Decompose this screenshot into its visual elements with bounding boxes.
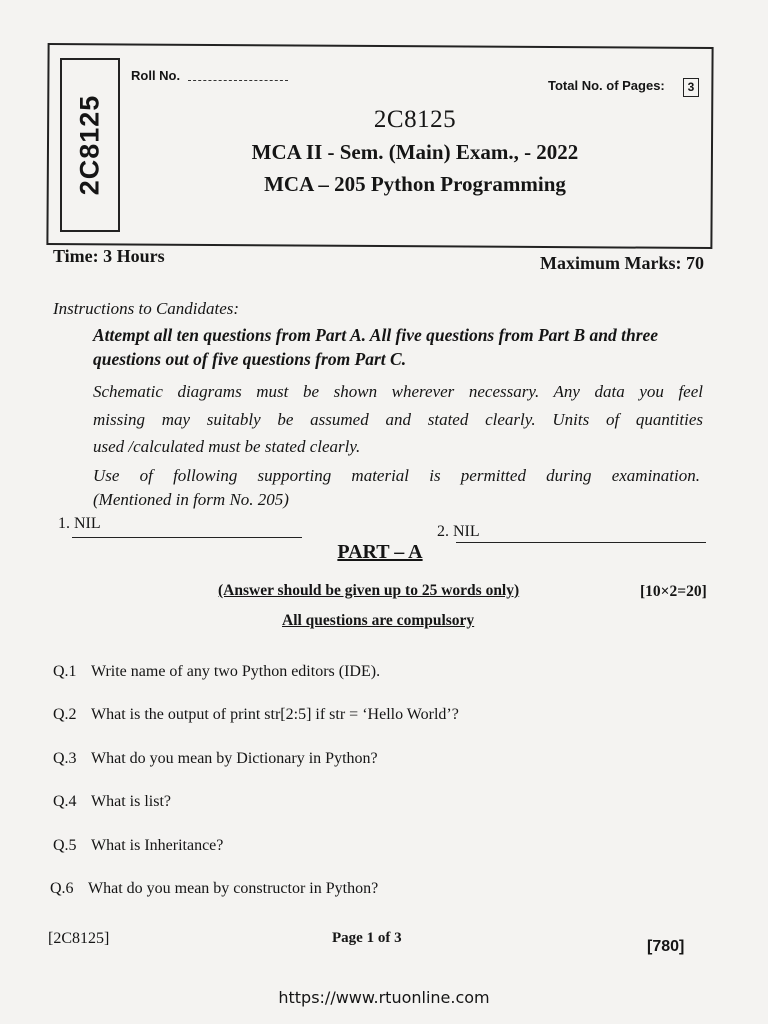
instructions-title: Instructions to Candidates: xyxy=(53,299,240,318)
material-number: 1. xyxy=(58,515,70,532)
subject-title: MCA – 205 Python Programming xyxy=(264,172,566,196)
instruction-line: Attempt all ten questions from Part A. All five questions from Part B and three xyxy=(93,325,659,345)
question-text: What is Inheritance? xyxy=(91,837,224,854)
question-text: What is the output of print str[2:5] if str = ‘Hello World’? xyxy=(91,706,459,723)
material-line xyxy=(72,537,302,538)
question-text: What do you mean by Dictionary in Python? xyxy=(91,750,378,767)
question-number: Q.1 xyxy=(53,663,77,680)
instruction-line: Schematic diagrams must be shown wherever necessary. Any data you feel xyxy=(93,382,703,401)
page-indicator: Page 1 of 3 xyxy=(332,930,402,946)
question-number: Q.4 xyxy=(53,793,77,810)
material-value: NIL xyxy=(74,515,101,532)
instruction-line: missing may suitably be assumed and stated clearly. Units of quantities xyxy=(93,410,703,429)
material-number: 2. xyxy=(437,523,449,540)
roll-no-line xyxy=(188,80,288,81)
question-item xyxy=(53,706,459,724)
paper-code: 2C8125 xyxy=(373,106,457,133)
material-item-1 xyxy=(58,515,101,533)
material-item-2 xyxy=(437,523,480,541)
question-text: What do you mean by constructor in Python? xyxy=(88,880,379,897)
side-code-box xyxy=(60,58,120,232)
question-text: Write name of any two Python editors (IDE). xyxy=(91,663,381,680)
question-item xyxy=(53,793,171,811)
side-code: 2C8125 xyxy=(74,94,105,196)
source-url[interactable]: https://www.rtuonline.com xyxy=(278,988,490,1007)
part-a-marks: [10×2=20] xyxy=(640,583,707,600)
instruction-line: questions out of five questions from Part C. xyxy=(93,349,407,369)
question-number: Q.6 xyxy=(50,880,74,897)
part-a-note: (Answer should be given up to 25 words only) xyxy=(218,582,520,599)
total-pages-value: 3 xyxy=(683,78,699,97)
time-label: Time: 3 Hours xyxy=(53,246,165,266)
footer-number: [780] xyxy=(647,938,685,955)
instruction-line: used /calculated must be stated clearly. xyxy=(93,437,361,456)
max-marks-label: Maximum Marks: 70 xyxy=(540,253,704,273)
question-number: Q.5 xyxy=(53,837,77,854)
question-item xyxy=(53,837,223,855)
footer-code: [2C8125] xyxy=(48,930,110,947)
part-a-title: PART – A xyxy=(337,541,423,563)
instruction-line: (Mentioned in form No. 205) xyxy=(93,490,289,509)
total-pages-label: Total No. of Pages: xyxy=(548,78,665,93)
material-value: NIL xyxy=(453,523,480,540)
question-number: Q.3 xyxy=(53,750,77,767)
question-item xyxy=(50,880,378,898)
question-item xyxy=(53,663,380,681)
roll-no-label: Roll No. xyxy=(131,68,181,83)
question-item xyxy=(53,750,378,768)
question-number: Q.2 xyxy=(53,706,77,723)
part-a-compulsory: All questions are compulsory xyxy=(282,612,475,629)
instruction-line: Use of following supporting material is permitted during examination. xyxy=(93,466,700,485)
exam-title: MCA II - Sem. (Main) Exam., - 2022 xyxy=(251,140,579,164)
material-line xyxy=(456,542,706,543)
question-text: What is list? xyxy=(91,793,171,810)
